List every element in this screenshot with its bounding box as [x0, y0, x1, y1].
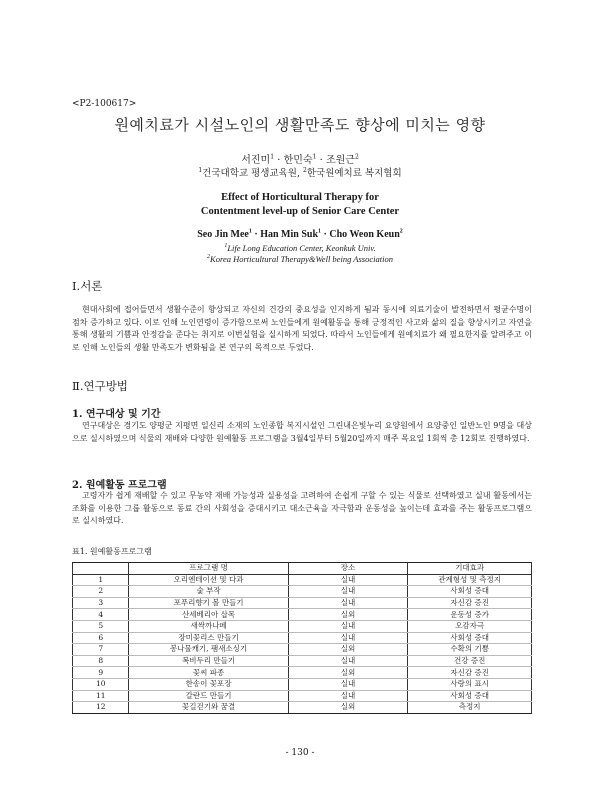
table-row — [73, 690, 532, 702]
cell-number: 10 — [73, 678, 129, 690]
cell-program-name: 포푸리향기 볼 만들기 — [129, 597, 288, 609]
cell-number: 9 — [73, 667, 129, 679]
table-row — [73, 620, 532, 632]
authors-korean — [0, 151, 600, 166]
page-number: - 130 - — [285, 748, 315, 758]
cell-expected-effect: 건강 증진 — [408, 655, 532, 667]
author-name: 서진미 — [241, 155, 271, 166]
cell-number: 11 — [73, 690, 129, 702]
affiliation-text: Korea Horticultural Therapy&Well being Association — [210, 254, 393, 264]
program-paragraph: 고령자가 쉽게 재배할 수 있고 무농약 재배 가능성과 실용성을 고려하여 손쉽게 구할 수 있는 식물로 선택하였고 실내 활동에서는 조화를 이용한 그룹 활동으로 동료 간의 사회성을 증대시키고 대소근육을 자극함과 운동성을 높이는데 효과를 주는 활동프로그램으로 실시하였다. — [72, 491, 532, 525]
cell-location: 실내 — [288, 586, 408, 598]
cell-number: 12 — [73, 702, 129, 714]
author-name: Seo Jin Mee — [197, 229, 249, 240]
cell-program-name: 숯 부작 — [129, 586, 288, 598]
subsection-heading-subjects: 1. 연구대상 및 기간 — [72, 409, 161, 420]
affiliation-line — [0, 243, 600, 254]
table-row — [73, 586, 532, 598]
cell-expected-effect: 사랑의 표시 — [408, 678, 532, 690]
header-expected-effect: 기대효과 — [408, 563, 532, 575]
cell-location: 실내 — [288, 632, 408, 644]
cell-location: 실내 — [288, 690, 408, 702]
cell-program-name: 새싹까나페 — [129, 620, 288, 632]
cell-expected-effect: 측정지 — [408, 702, 532, 714]
cell-number: 8 — [73, 655, 129, 667]
author-name: Han Min Suk — [260, 229, 319, 240]
table-caption: 표1. 원예활동프로그램 — [72, 547, 152, 556]
cell-location: 실내 — [288, 678, 408, 690]
table-row — [73, 702, 532, 714]
affiliation-sup: 2 — [303, 166, 307, 174]
author-sup: 1 — [312, 153, 317, 161]
author-sup: 1 — [318, 228, 322, 235]
cell-location: 실내 — [288, 620, 408, 632]
cell-program-name: 꽃씨 파종 — [129, 667, 288, 679]
paper-code: <P2-100617> — [72, 99, 137, 109]
cell-program-name: 꽃길걷기와 꿈결 — [129, 702, 288, 714]
cell-program-name: 봉나물캐기, 팸새소싱기 — [129, 644, 288, 656]
cell-program-name: 오리엔테이션 및 다과 — [129, 574, 288, 586]
cell-expected-effect: 자신감 증진 — [408, 667, 532, 679]
header-location: 장소 — [288, 563, 408, 575]
cell-program-name: 장미꽃리스 만들기 — [129, 632, 288, 644]
affiliation-text: 한국원예치료 복지협회 — [306, 168, 402, 179]
cell-location: 실외 — [288, 644, 408, 656]
cell-location: 실내 — [288, 655, 408, 667]
cell-location: 실외 — [288, 702, 408, 714]
affiliation-text: 건국대학교 평생교육원, — [202, 168, 304, 179]
cell-expected-effect: 관계형성 및 측정지 — [408, 574, 532, 586]
cell-number: 6 — [73, 632, 129, 644]
paper-title-korean: 원예치료가 시설노인의 생활만족도 향상에 미치는 영향 — [114, 116, 486, 134]
table-row — [73, 655, 532, 667]
header-program-name: 프로그램 명 — [129, 563, 288, 575]
author-sup: 1 — [248, 228, 252, 235]
affiliation-text: Life Long Education Center, Keonkuk Univ. — [227, 243, 376, 253]
header-number — [73, 563, 129, 575]
section-heading-methods: Ⅱ.연구방법 — [72, 379, 128, 393]
cell-expected-effect: 사회성 증대 — [408, 690, 532, 702]
cell-number: 3 — [73, 597, 129, 609]
author-separator: · — [251, 229, 261, 240]
cell-number: 5 — [73, 620, 129, 632]
title-line: Contentment level-up of Senior Care Center — [200, 206, 400, 217]
table-row — [73, 667, 532, 679]
authors-english — [0, 229, 600, 240]
cell-location: 실외 — [288, 609, 408, 621]
table-header-row — [73, 563, 532, 575]
author-separator: · — [321, 229, 330, 240]
cell-number: 4 — [73, 609, 129, 621]
cell-expected-effect: 오감자극 — [408, 620, 532, 632]
subsection-heading-program: 2. 원예활동 프로그램 — [72, 480, 167, 491]
author-sup: 2 — [354, 153, 359, 161]
table-row — [73, 632, 532, 644]
subjects-paragraph: 연구대상은 경기도 양평군 지평면 일신리 소재의 노인종합 복지시설인 그린내은빛누리 요양원에서 요양중인 일반노인 9명을 대상으로 실시하였으며 식물의 재배와 다양한 원예활동 프로그램을 3월4일부터 5월20일까지 매주 목요일 1회씩 총 12회로 진행하였다. — [72, 421, 532, 443]
cell-expected-effect: 사회성 증대 — [408, 586, 532, 598]
author-sup: 2 — [399, 228, 403, 235]
table-row — [73, 678, 532, 690]
table-row — [73, 574, 532, 586]
affiliations-korean — [0, 165, 600, 179]
cell-location: 실내 — [288, 597, 408, 609]
section-heading-introduction: Ⅰ.서론 — [72, 279, 103, 293]
cell-program-name: 갈란드 만들기 — [129, 690, 288, 702]
cell-expected-effect: 운동성 증가 — [408, 609, 532, 621]
affiliation-sup: 1 — [198, 166, 203, 174]
table-row — [73, 609, 532, 621]
cell-location: 실외 — [288, 667, 408, 679]
author-sup: 1 — [270, 153, 275, 161]
cell-number: 2 — [73, 586, 129, 598]
affiliation-sup: 1 — [224, 243, 228, 250]
paper-title-english — [0, 191, 600, 219]
author-name: 조원근 — [325, 155, 355, 166]
cell-expected-effect: 자신감 증진 — [408, 597, 532, 609]
affiliation-line — [0, 254, 600, 265]
author-name: 한민숙 — [283, 155, 313, 166]
cell-program-name: 산세베리아 삽목 — [129, 609, 288, 621]
table-row — [73, 597, 532, 609]
affiliations-english — [0, 243, 600, 265]
cell-location: 실내 — [288, 574, 408, 586]
cell-program-name: 복비두리 만들기 — [129, 655, 288, 667]
cell-expected-effect: 사회성 증대 — [408, 632, 532, 644]
author-separator: · — [274, 155, 284, 166]
cell-number: 1 — [73, 574, 129, 586]
author-name: Cho Weon Keun — [329, 229, 400, 240]
program-table — [72, 562, 532, 714]
table-row — [73, 644, 532, 656]
cell-number: 7 — [73, 644, 129, 656]
cell-expected-effect: 수확의 기쁨 — [408, 644, 532, 656]
introduction-paragraph: 현대사회에 접어들면서 생활수준이 향상되고 자신의 건강의 중요성을 인지하게 됨과 동시에 의료기술이 발전하면서 평균수명이 점차 증가하고 있다. 이로 인해 노인연령이 증가함으로써 노인들에게 원예활동을 통해 긍정적인 사고와 삶의 질을 향상시키고 자연을 통해 생활의 기쁨과 안정감을 준다는 취지로 이번실험을 실시하게 되었다. 따라서 노인들에게 원예치료가 왜 필요한지를 알려주고 이로 인해 노인들의 생활 만족도가 변화됨을 본 연구의 목적으로 두었다. — [72, 305, 532, 352]
title-line: Effect of Horticultural Therapy for — [221, 192, 379, 203]
cell-program-name: 한송이 꽃포장 — [129, 678, 288, 690]
author-separator: · — [316, 155, 326, 166]
affiliation-sup: 2 — [207, 254, 211, 261]
